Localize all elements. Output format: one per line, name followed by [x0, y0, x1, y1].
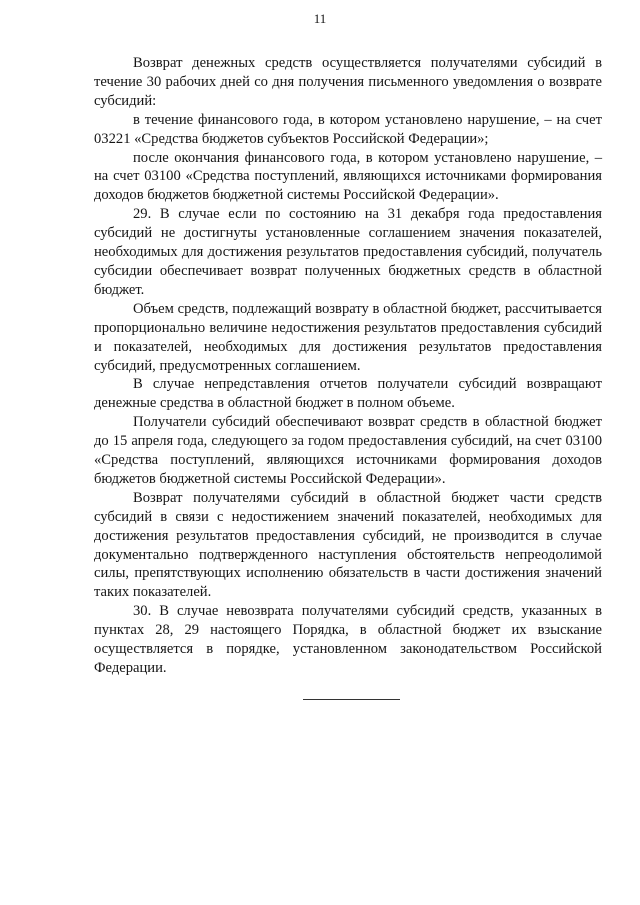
page-number: 11: [313, 11, 327, 26]
paragraph-after-year-account: после окончания финансового года, в котором установлено нарушение, – на счет 03100 «Средства поступлений, являющихся источниками формирования доходов бюджетов бюджетной системы Российской Федерации».: [94, 149, 602, 204]
paragraph-force-majeure: Возврат получателями субсидий в областной бюджет части средств субсидий в связи с недостижением значений показателей, необходимых для достижения результатов предоставления субсидий, не производится в случае документально подтвержденного наступления обстоятельств непреодолимой силы, препятствующих исполнению обязательств в части достижения значений таких показателей.: [94, 489, 602, 601]
paragraph-april-deadline: Получатели субсидий обеспечивают возврат средств в областной бюджет до 15 апреля года, следующего за годом предоставления субсидий, на счет 03100 «Средства поступлений, являющихся источниками формирования доходов бюджетов бюджетной системы Российской Федерации».: [94, 414, 602, 487]
paragraph-current-year-account: в течение финансового года, в котором установлено нарушение, – на счет 03221 «Средства бюджетов субъектов Российской Федерации»;: [94, 111, 602, 147]
document-body: [94, 54, 602, 678]
paragraph-refund-deadline: Возврат денежных средств осуществляется получателями субсидий в течение 30 рабочих дней со дня получения письменного уведомления о возврате субсидий:: [94, 55, 602, 109]
paragraph-refund-volume: Объем средств, подлежащий возврату в областной бюджет, рассчитывается пропорционально величине недостижения результатов предоставления субсидий и показателей, необходимых для достижения результатов предоставления субсидий, предусмотренных соглашением.: [94, 300, 602, 374]
paragraph-clause-30: 30. В случае невозврата получателями субсидий средств, указанных в пунктах 28, 29 настоящего Порядка, в областной бюджет их взыскание осуществляется в порядке, установленном законодательством Российской Федерации.: [94, 603, 602, 676]
end-of-document-rule: [303, 699, 400, 700]
paragraph-clause-29: 29. В случае если по состоянию на 31 декабря года предоставления субсидий не достигнуты установленные соглашением значения показателей, необходимых для достижения результатов предоставления субсидий, получатель субсидии обеспечивает возврат полученных бюджетных средств в областной бюджет.: [94, 206, 602, 298]
paragraph-no-reports: В случае непредставления отчетов получатели субсидий возвращают денежные средства в областной бюджет в полном объеме.: [94, 376, 602, 412]
